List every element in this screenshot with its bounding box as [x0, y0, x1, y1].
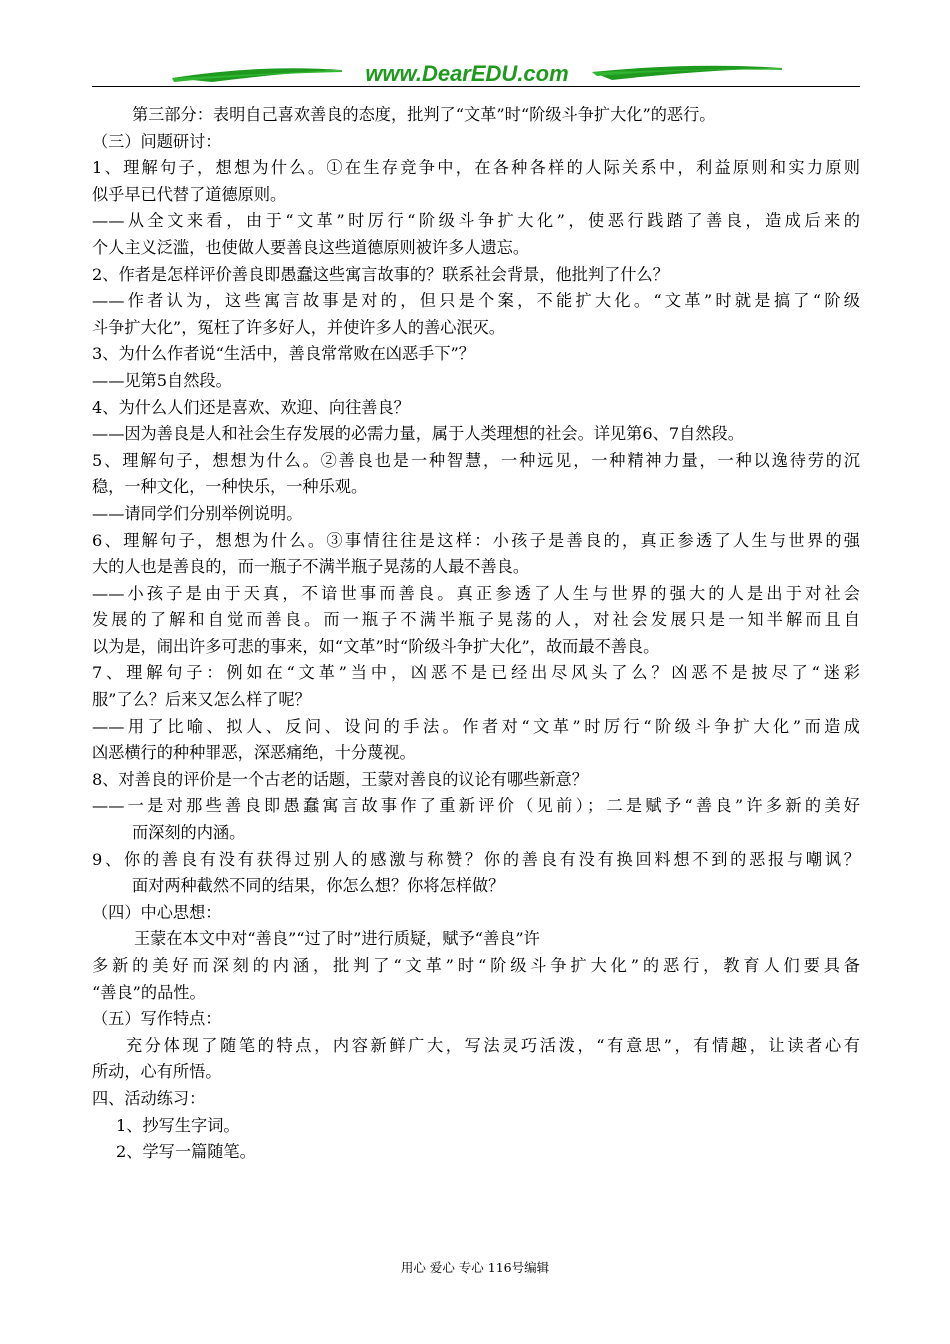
question-line: 6、理解句子，想想为什么。③事情往往是这样：小孩子是善良的，真正参透了人生与世界的强 [92, 530, 860, 550]
question-line: 1、理解句子，想想为什么。①在生存竞争中，在各种各样的人际关系中，利益原则和实力原则 [92, 158, 860, 178]
list-item: 1、抄写生字词。 [116, 1115, 240, 1135]
question-line: 8、对善良的评价是一个古老的话题，王蒙对善良的议论有哪些新意？ [92, 769, 588, 789]
answer-line: ——小孩子是由于天真，不谙世事而善良。真正参透了人生与世界的强大的人是出于对社会 [92, 583, 860, 603]
answer-line: ——从全文来看，由于“文革”时厉行“阶级斗争扩大化”，使恶行践踏了善良，造成后来的 [92, 211, 860, 231]
document-body [92, 102, 860, 1166]
section-heading: （四）中心思想： [92, 902, 222, 922]
question-line: 5、理解句子，想想为什么。②善良也是一种智慧，一种远见，一种精神力量，一种以逸待劳的沉 [92, 450, 860, 470]
question-line: 4、为什么人们还是喜欢、欢迎、向往善良？ [92, 397, 410, 417]
header-rule [92, 86, 860, 87]
text-line: 稳，一种文化，一种快乐，一种乐观。 [92, 477, 368, 497]
text-line: 多新的美好而深刻的内涵，批判了“文革”时“阶级斗争扩大化”的恶行，教育人们要具备 [92, 956, 860, 975]
text-line: 大的人也是善良的，而一瓶子不满半瓶子晃荡的人最不善良。 [92, 557, 530, 577]
section-heading: （五）写作特点： [92, 1009, 222, 1029]
question-line: 2、作者是怎样评价善良即愚蠢这些寓言故事的？联系社会背景，他批判了什么？ [92, 264, 669, 284]
text-line: 面对两种截然不同的结果，你怎么想？你将怎样做？ [132, 876, 505, 896]
section-heading: （三）问题研讨： [92, 131, 222, 151]
answer-line: ——请同学们分别举例说明。 [92, 503, 303, 523]
answer-line: ——作者认为，这些寓言故事是对的，但只是个案，不能扩大化。“文革”时就是搞了“阶级 [92, 291, 860, 311]
text-line: “善良”的品性。 [92, 982, 206, 1002]
site-logo: www.DearEDU.com [365, 61, 569, 86]
text-line: 而深刻的内涵。 [132, 823, 246, 843]
list-item: 2、学写一篇随笔。 [116, 1142, 256, 1162]
text-line: 个人主义泛滥，也使做人要善良这些道德原则被许多人遗忘。 [92, 237, 530, 257]
text-line: 第三部分：表明自己喜欢善良的态度，批判了“文革”时“阶级斗争扩大化”的恶行。 [132, 105, 716, 124]
text-line: 似乎早已代替了道德原则。 [92, 184, 287, 204]
page-footer: 用心 爱心 专心 116号编辑 [400, 1260, 550, 1275]
answer-line: ——用了比喻、拟人、反问、设问的手法。作者对“文革”时厉行“阶级斗争扩大化”而造成 [92, 716, 860, 736]
text-line: 服”了么？后来又怎么样了呢？ [92, 690, 311, 710]
question-line: 3、为什么作者说“生活中，善良常常败在凶恶手下”？ [92, 344, 475, 364]
text-line: 充分体现了随笔的特点，内容新鲜广大，写法灵巧活泼，“有意思”，有情趣，让读者心有 [126, 1035, 860, 1055]
question-line: 9、你的善良有没有获得过别人的感激与称赞？你的善良有没有换回料想不到的恶报与嘲讽？ [92, 849, 860, 869]
answer-line: ——一是对那些善良即愚蠢寓言故事作了重新评价（见前）；二是赋予“善良”许多新的美好 [92, 796, 860, 816]
section-heading: 四、活动练习： [92, 1088, 206, 1108]
question-line: 7、理解句子：例如在“文革”当中，凶恶不是已经出尽风头了么？凶恶不是披尽了“迷彩 [92, 663, 860, 683]
text-line: 斗争扩大化”，冤枉了许多好人，并使许多人的善心泯灭。 [92, 317, 505, 337]
answer-line: ——因为善良是人和社会生存发展的必需力量，属于人类理想的社会。详见第6、7自然段。 [92, 424, 744, 444]
text-line: 发展的了解和自觉而善良。而一瓶子不满半瓶子晃荡的人，对社会发展只是一知半解而且自 [92, 610, 860, 630]
text-line: 所动，心有所悟。 [92, 1062, 222, 1082]
text-line: 凶恶横行的种种罪恶，深恶痛绝，十分蔑视。 [92, 743, 416, 763]
text-line: 以为是，闹出许多可悲的事来，如“文革”时“阶级斗争扩大化”，故而最不善良。 [92, 636, 660, 656]
answer-line: ——见第5自然段。 [92, 370, 232, 390]
text-line: 王蒙在本文中对“善良”“过了时”进行质疑，赋予“善良”许 [134, 929, 540, 949]
